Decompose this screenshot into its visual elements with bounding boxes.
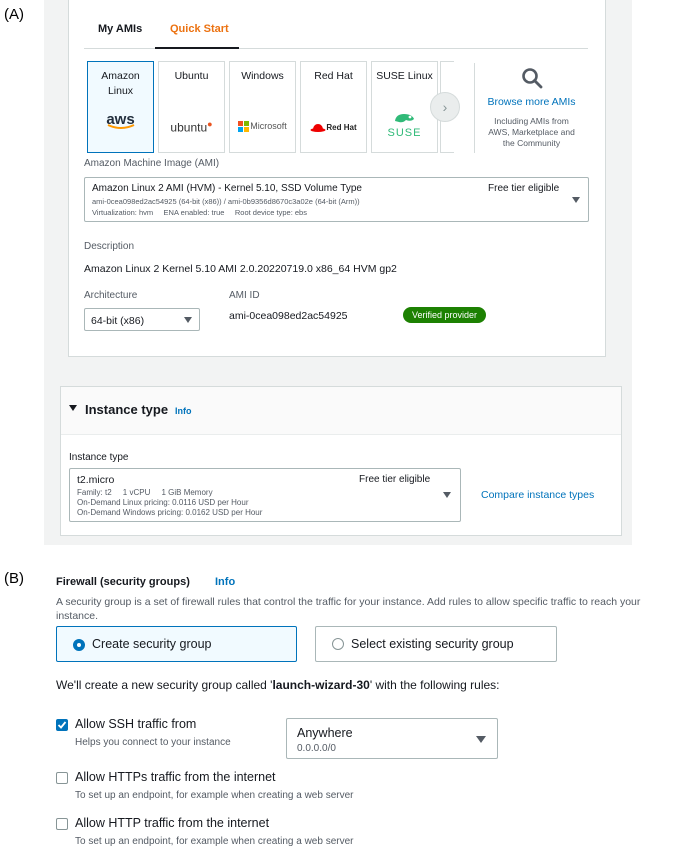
instance-type-title: Instance type [85,402,169,417]
compare-instance-types-link[interactable]: Compare instance types [481,489,595,501]
instance-name: t2.micro [77,474,115,486]
allow-ssh-label: Allow SSH traffic from [75,717,197,731]
instance-linux-pricing: On-Demand Linux pricing: 0.0116 USD per Hour [77,498,249,507]
ami-description: Amazon Linux 2 Kernel 5.10 AMI 2.0.20220719.0 x86_64 HVM gp2 [84,263,397,275]
aws-logo: aws [106,111,135,128]
allow-ssh-help: Helps you connect to your instance [75,737,231,748]
allow-http-checkbox[interactable] [56,818,68,830]
select-existing-security-group-label: Select existing security group [351,637,514,651]
ami-label: Amazon Machine Image (AMI) [84,158,220,169]
ami-tile-label: Red Hat [314,70,353,82]
firewall-info-link[interactable]: Info [215,576,236,588]
architecture-select[interactable] [84,308,200,331]
check-icon [57,720,67,730]
instance-free-tier: Free tier eligible [359,474,431,485]
tab-my-amis[interactable]: My AMIs [98,23,143,35]
red-hat-icon [310,123,326,133]
ami-select[interactable] [84,177,589,222]
tab-quick-start[interactable]: Quick Start [170,23,229,35]
carousel-next-button[interactable] [430,92,460,122]
ssh-source-cidr: 0.0.0.0/0 [297,743,336,754]
architecture-label: Architecture [84,290,138,301]
ssh-source-select[interactable] [286,718,498,759]
firewall-description: A security group is a set of firewall rules that control the traffic for your instance. Add rules to allow specific traffic to reach your instance. [56,596,641,622]
ami-id-value: ami-0cea098ed2ac54925 [229,310,348,322]
allow-https-label: Allow HTTPs traffic from the internet [75,770,276,784]
browse-more-description: Including AMIs from AWS, Marketplace and the Community [488,116,575,148]
ami-tile-label: Ubuntu [174,70,209,82]
active-tab-indicator [155,47,239,49]
chevron-right-icon: › [442,99,448,115]
browse-more-amis-link[interactable]: Browse more AMIs [487,96,576,108]
browse-more-panel[interactable] [474,63,588,153]
ami-free-tier: Free tier eligible [488,183,560,194]
allow-http-help: To set up an endpoint, for example when creating a web server [75,836,354,847]
panel-b-label: (B) [4,570,24,587]
chevron-down-icon [184,317,192,323]
ami-details: Virtualization: hvm ENA enabled: true Root device type: ebs [92,208,307,217]
firewall-title: Firewall (security groups) [56,576,190,588]
ami-tile-label: Windows [241,70,284,82]
select-existing-security-group-option[interactable] [315,626,557,662]
search-icon [521,67,543,89]
caret-down-icon[interactable] [69,405,77,411]
ami-tile-suse-linux[interactable] [371,61,438,153]
allow-ssh-checkbox[interactable] [56,719,68,731]
security-group-note: We'll create a new security group called 'launch-wizard-30' with the following rules: [56,678,500,692]
ami-tile-windows[interactable] [229,61,296,153]
chevron-down-icon [572,197,580,203]
allow-http-label: Allow HTTP traffic from the internet [75,816,270,830]
ami-tile-label: SUSE Linux [376,70,433,82]
instance-windows-pricing: On-Demand Windows pricing: 0.0162 USD per Hour [77,508,263,517]
instance-type-select[interactable] [69,468,461,522]
ami-id-label: AMI ID [229,290,260,301]
ami-name: Amazon Linux 2 AMI (HVM) - Kernel 5.10, SSD Volume Type [92,183,362,194]
ami-tile-amazon-linux[interactable] [87,61,154,153]
ami-ids: ami-0cea098ed2ac54925 (64-bit (x86)) / ami-0b9356d8670c3a02e (64-bit (Arm)) [92,197,360,206]
create-security-group-label: Create security group [92,637,212,651]
ami-tile-label: Amazon Linux [101,70,140,97]
instance-family: Family: t2 1 vCPU 1 GiB Memory [77,488,213,497]
ubuntu-logo: ubuntu● [170,119,213,135]
verified-provider-badge: Verified provider [403,307,486,323]
security-group-name: launch-wizard-30 [272,678,370,692]
allow-https-help: To set up an endpoint, for example when creating a web server [75,790,354,801]
radio-unselected[interactable] [332,638,344,650]
suse-logo: SUSE [372,111,437,141]
radio-selected[interactable] [73,639,85,651]
chevron-down-icon [443,492,451,498]
create-security-group-option[interactable] [56,626,297,662]
ami-tile-ubuntu[interactable] [158,61,225,153]
red-hat-logo: Red Hat [301,120,366,135]
ssh-source-value: Anywhere [297,726,353,740]
suse-chameleon-icon [393,111,417,125]
microsoft-logo: Microsoft [230,119,295,134]
chevron-down-icon [476,736,486,743]
architecture-value: 64-bit (x86) [91,315,145,327]
instance-type-info-link[interactable]: Info [175,406,192,416]
description-label: Description [84,241,135,252]
microsoft-squares-icon [238,121,249,132]
panel-a-label: (A) [4,6,24,23]
allow-https-checkbox[interactable] [56,772,68,784]
ami-tile-red-hat[interactable] [300,61,367,153]
instance-type-label: Instance type [69,452,129,463]
